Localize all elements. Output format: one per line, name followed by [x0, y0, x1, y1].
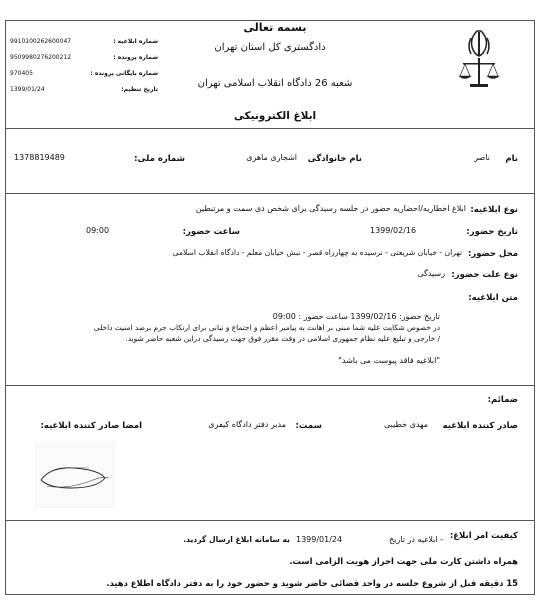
- national-id-label: شماره ملی:: [134, 154, 185, 164]
- bismillah: بسمه تعالی: [243, 21, 307, 34]
- notice-type-label: نوع ابلاغیه:: [470, 205, 518, 215]
- page-title: ابلاغ الکترونیکی: [233, 110, 317, 122]
- note-line: همراه داشتن کارت ملی جهت احراز هویت الزامی است.: [289, 556, 518, 566]
- role-value: مدیر دفتر دادگاه کیفری: [208, 420, 286, 429]
- place-value: تهران - خیابان شریعتی - نرسیده به چهارراه قصر - نبش خیابان معلم - دادگاه انقلاب اسلامی: [172, 248, 462, 257]
- divider: [5, 520, 535, 521]
- issue-date-value: 1399/01/24: [10, 86, 45, 93]
- signature-image: [35, 442, 115, 508]
- time-label: ساعت حضور:: [182, 227, 240, 237]
- name-value: ناصر: [474, 153, 490, 162]
- delivery-date: 1399/01/24: [296, 535, 343, 544]
- reason-value: رسیدگی: [417, 269, 445, 278]
- delivery-prefix: - ابلاغیه در تاریخ: [389, 535, 443, 544]
- note-line: 15 دقیقه قبل از شروع جلسه در واحد قضائی حاضر شوید و حضور خود را به دفتر دادگاه اطلاع دهید.: [106, 578, 518, 588]
- notice-text-label: متن ابلاغیه:: [468, 293, 518, 303]
- attachments-label: ضمائم:: [487, 395, 518, 405]
- notice-number-value: 9910100262600047: [10, 38, 72, 45]
- emblem-icon: [457, 28, 501, 92]
- document-frame: [5, 20, 535, 595]
- issuer-name: مهدی خطیبی: [384, 420, 428, 429]
- notice-text-line: تاریخ حضور: 1399/02/16 ساعت حضور : 09:00: [272, 312, 440, 321]
- notice-text-line: "ابلاغیه فاقد پیوست می باشد": [338, 356, 440, 365]
- role-label: سمت:: [295, 421, 322, 431]
- divider: [5, 385, 535, 386]
- notice-number-label: شماره ابلاغیه :: [113, 38, 158, 45]
- family-value: اشجاری ماهری: [246, 153, 297, 162]
- divider: [5, 193, 535, 194]
- issue-date-label: تاریخ تنظیم:: [121, 86, 158, 93]
- case-number-label: شماره پرونده :: [113, 54, 158, 61]
- case-number-value: 9509980276200212: [10, 54, 72, 61]
- court-name: دادگستری کل استان تهران: [214, 42, 326, 53]
- reason-label: نوع علت حضور:: [451, 270, 518, 280]
- date-value: 1399/02/16: [370, 226, 417, 235]
- branch-name: شعبه 26 دادگاه انقلاب اسلامی تهران: [197, 78, 353, 89]
- date-label: تاریخ حضور:: [466, 227, 518, 237]
- divider: [5, 128, 535, 129]
- archive-number-label: شماره بایگانی پرونده :: [90, 70, 158, 77]
- family-label: نام خانوادگی: [307, 154, 362, 164]
- national-id-value: 1378819489: [14, 153, 65, 162]
- issuer-label: صادر کننده ابلاغیه: [442, 421, 518, 431]
- delivery-label: کیفیت امر ابلاغ:: [449, 531, 518, 541]
- name-label: نام: [505, 154, 518, 164]
- notice-text-line: / خارجی و تبلیغ علیه نظام جمهوری اسلامی در وقت مقرر فوق جهت رسیدگی دراین شعبه حاضر شوید.: [125, 334, 440, 343]
- signature-label: امضا صادر کننده ابلاغیه:: [40, 421, 142, 431]
- archive-number-value: 970405: [10, 70, 33, 77]
- time-value: 09:00: [86, 226, 110, 235]
- notice-text-line: در خصوص شکایت علیه شما مبنی بر اهانت به پیامبر اعظم و اجتماع و تبانی برای ارتکاب جرم برضد امنیت داخلی: [93, 323, 440, 332]
- delivery-suffix: به سامانه ابلاغ ارسال گردید.: [183, 535, 290, 544]
- place-label: محل حضور:: [467, 249, 518, 259]
- notice-type-value: ابلاغ اخطاریه/احضاریه حضور در جلسه رسیدگی برای شخص ذی سمت و مرتبطین: [195, 204, 466, 213]
